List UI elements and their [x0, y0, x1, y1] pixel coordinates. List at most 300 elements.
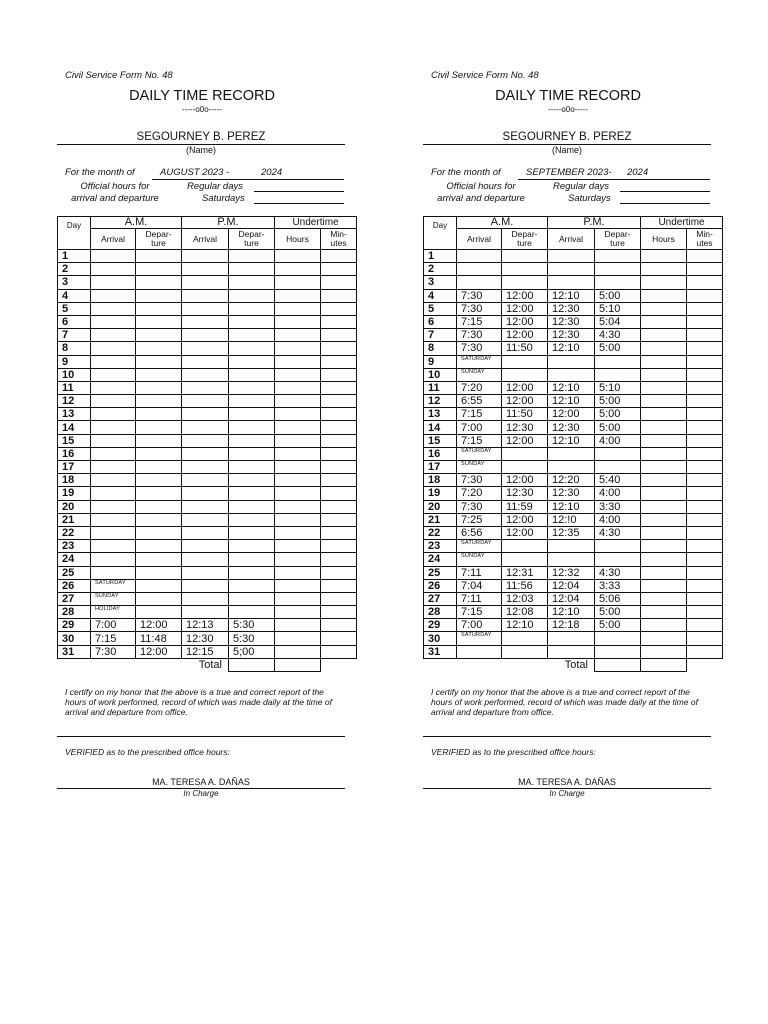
- am-arrival-cell: [91, 342, 136, 355]
- pm-arrival-cell: [548, 368, 595, 381]
- am-departure-cell: [502, 632, 548, 645]
- total-hours-cell: [595, 658, 641, 671]
- am-arrival-cell: 7:11: [457, 566, 502, 579]
- undertime-hours-cell: [641, 632, 687, 645]
- month-from: SEPTEMBER 2023-: [526, 167, 612, 178]
- day-number-cell: 29: [424, 619, 457, 632]
- pm-arrival-cell: 12:04: [548, 592, 595, 605]
- undertime-hours-cell: [275, 395, 321, 408]
- am-arrival-cell: [91, 355, 136, 368]
- saturdays-field: [620, 203, 710, 204]
- undertime-minutes-cell: [321, 263, 357, 276]
- table-row: [424, 315, 723, 328]
- undertime-minutes-cell: [687, 276, 723, 289]
- pm-departure-cell: 5:10: [595, 302, 641, 315]
- undertime-minutes-cell: [687, 434, 723, 447]
- am-arrival-cell: [457, 250, 502, 263]
- undertime-minutes-cell: [321, 513, 357, 526]
- am-departure-cell: [136, 263, 182, 276]
- day-number-cell: 20: [58, 500, 91, 513]
- day-number-cell: 21: [58, 513, 91, 526]
- pm-arrival-cell: [182, 461, 229, 474]
- undertime-hours-cell: [275, 645, 321, 658]
- am-arrival-cell: 6:55: [457, 395, 502, 408]
- table-row: [58, 263, 357, 276]
- am-arrival-cell: 7:25: [457, 513, 502, 526]
- am-arrival-cell: [91, 381, 136, 394]
- pm-departure-cell: [229, 513, 275, 526]
- day-number-cell: 6: [424, 315, 457, 328]
- undertime-minutes-cell: [321, 447, 357, 460]
- pm-header: P.M.: [182, 217, 275, 229]
- am-arrival-cell: 6:56: [457, 526, 502, 539]
- undertime-minutes-cell: [321, 487, 357, 500]
- pm-departure-cell: 3:30: [595, 500, 641, 513]
- am-departure-cell: [136, 355, 182, 368]
- table-row: [424, 645, 723, 658]
- undertime-hours-cell: [275, 355, 321, 368]
- table-row: [58, 487, 357, 500]
- undertime-minutes-cell: [321, 526, 357, 539]
- table-row: [424, 329, 723, 342]
- table-row: [424, 540, 723, 553]
- day-number-cell: 3: [58, 276, 91, 289]
- undertime-minutes-cell: [687, 540, 723, 553]
- undertime-hours-cell: [275, 500, 321, 513]
- undertime-minutes-cell: [687, 263, 723, 276]
- am-arrival-cell: [91, 250, 136, 263]
- day-number-cell: 25: [58, 566, 91, 579]
- pm-departure-cell: [229, 329, 275, 342]
- am-arrival-cell: [91, 263, 136, 276]
- table-row: [424, 606, 723, 619]
- day-number-cell: 11: [58, 381, 91, 394]
- undertime-hours-cell: [275, 250, 321, 263]
- in-charge-name: MA. TERESA A. DAÑAS: [423, 777, 711, 789]
- am-arrival-cell: 7:11: [457, 592, 502, 605]
- pm-departure-cell: [229, 368, 275, 381]
- am-departure-cell: 12:00: [136, 619, 182, 632]
- pm-arrival-cell: 12:00: [548, 408, 595, 421]
- day-number-cell: 25: [424, 566, 457, 579]
- undertime-minutes-cell: [687, 566, 723, 579]
- am-departure-cell: 12:00: [502, 395, 548, 408]
- pm-arrival-cell: [182, 474, 229, 487]
- pm-departure-cell: [229, 553, 275, 566]
- undertime-hours-cell: [641, 329, 687, 342]
- undertime-hours-cell: [641, 566, 687, 579]
- undertime-minutes-cell: [321, 500, 357, 513]
- am-arrival-cell: 7:15: [457, 315, 502, 328]
- pm-arrival-cell: [548, 276, 595, 289]
- table-row: [58, 645, 357, 658]
- pm-arrival-cell: [548, 461, 595, 474]
- am-arrival-cell: [91, 553, 136, 566]
- day-number-cell: 23: [58, 540, 91, 553]
- am-arrival-cell: 7:04: [457, 579, 502, 592]
- month-to: 2024: [261, 167, 283, 178]
- undertime-hours-cell: [275, 315, 321, 328]
- undertime-hours-cell: [275, 381, 321, 394]
- undertime-minutes-cell: [687, 302, 723, 315]
- pm-departure-cell: [595, 355, 641, 368]
- pm-arrival-cell: [182, 408, 229, 421]
- undertime-hours-cell: [275, 329, 321, 342]
- form-title: DAILY TIME RECORD: [495, 88, 641, 104]
- day-number-cell: 27: [424, 592, 457, 605]
- am-arrival-cell: 7:30: [457, 329, 502, 342]
- day-number-cell: 9: [424, 355, 457, 368]
- undertime-minutes-cell: [687, 342, 723, 355]
- month-to: 2024: [627, 167, 649, 178]
- time-rows: [58, 250, 357, 672]
- day-number-cell: 18: [58, 474, 91, 487]
- pm-departure-cell: [229, 487, 275, 500]
- table-row: [424, 342, 723, 355]
- table-row: [58, 276, 357, 289]
- undertime-minutes-cell: [687, 579, 723, 592]
- table-row: [58, 408, 357, 421]
- pm-arrival-cell: [182, 368, 229, 381]
- am-arrival-cell: [91, 461, 136, 474]
- am-departure-cell: [136, 540, 182, 553]
- am-arrival-cell: 7:15: [91, 632, 136, 645]
- pm-departure-cell: [229, 250, 275, 263]
- table-row: [58, 250, 357, 263]
- am-arrival-cell: 7:20: [457, 487, 502, 500]
- am-departure-cell: [136, 474, 182, 487]
- am-departure-cell: [136, 368, 182, 381]
- undertime-minutes-cell: [321, 606, 357, 619]
- undertime-minutes-cell: [321, 368, 357, 381]
- undertime-hours-cell: [275, 289, 321, 302]
- am-arrival-cell: [91, 368, 136, 381]
- pm-departure-cell: [229, 474, 275, 487]
- day-number-cell: 2: [58, 263, 91, 276]
- table-row: [424, 526, 723, 539]
- pm-arrival-cell: 12:13: [182, 619, 229, 632]
- pm-departure-cell: [229, 447, 275, 460]
- am-departure-cell: [136, 342, 182, 355]
- pm-departure-cell: [595, 276, 641, 289]
- title-ornament: -----o0o-----: [548, 105, 588, 114]
- undertime-hours-cell: [641, 500, 687, 513]
- am-departure-cell: [136, 579, 182, 592]
- pm-arrival-cell: [182, 487, 229, 500]
- table-row: [424, 592, 723, 605]
- am-departure-cell: [502, 540, 548, 553]
- am-departure-cell: 11:59: [502, 500, 548, 513]
- am-arrival-cell: SATURDAY: [91, 579, 136, 592]
- day-number-cell: 7: [58, 329, 91, 342]
- pm-arrival-cell: 12:18: [548, 619, 595, 632]
- undertime-hours-cell: [275, 368, 321, 381]
- day-number-cell: 2: [424, 263, 457, 276]
- pm-arrival-cell: [182, 276, 229, 289]
- day-number-cell: 23: [424, 540, 457, 553]
- am-arrival-cell: SUNDAY: [457, 461, 502, 474]
- undertime-hours-cell: [275, 434, 321, 447]
- table-row: [424, 381, 723, 394]
- in-charge-name: MA. TERESA A. DAÑAS: [57, 777, 345, 789]
- month-from: AUGUST 2023 -: [160, 167, 230, 178]
- table-row: [424, 355, 723, 368]
- am-arrival-cell: [457, 276, 502, 289]
- table-row: [424, 619, 723, 632]
- pm-arrival-cell: [182, 381, 229, 394]
- day-number-cell: 10: [58, 368, 91, 381]
- month-field: [518, 167, 710, 180]
- undertime-minutes-cell: [321, 381, 357, 394]
- undertime-hours-cell: [641, 368, 687, 381]
- pm-departure-cell: [229, 263, 275, 276]
- day-number-cell: 11: [424, 381, 457, 394]
- pm-arrival-cell: 12:10: [548, 606, 595, 619]
- am-arrival-cell: [457, 645, 502, 658]
- am-departure-cell: [136, 276, 182, 289]
- am-departure-cell: [136, 315, 182, 328]
- table-row: [58, 461, 357, 474]
- am-departure-cell: 11:50: [502, 408, 548, 421]
- pm-departure-cell: [229, 315, 275, 328]
- in-charge-caption: In Charge: [183, 789, 219, 798]
- am-departure-cell: [502, 461, 548, 474]
- regular-days-label: Regular days: [553, 181, 609, 192]
- am-arrival-header: Arrival: [457, 229, 502, 250]
- pm-arrival-cell: [548, 553, 595, 566]
- am-arrival-cell: 7:00: [457, 421, 502, 434]
- day-number-cell: 19: [58, 487, 91, 500]
- official-hours-label-2: arrival and departure: [71, 193, 159, 204]
- undertime-minutes-cell: [687, 513, 723, 526]
- am-departure-cell: 11:50: [502, 342, 548, 355]
- am-departure-cell: 12:10: [502, 619, 548, 632]
- am-arrival-cell: [91, 315, 136, 328]
- table-row: [58, 619, 357, 632]
- pm-departure-cell: 4:30: [595, 526, 641, 539]
- table-row: [424, 276, 723, 289]
- day-number-cell: 15: [58, 434, 91, 447]
- undertime-minutes-cell: [687, 461, 723, 474]
- undertime-hours-cell: [275, 540, 321, 553]
- pm-departure-cell: 5:30: [229, 619, 275, 632]
- undertime-hours-cell: [275, 447, 321, 460]
- form-title: DAILY TIME RECORD: [129, 88, 275, 104]
- regular-days-field: [620, 191, 710, 192]
- pm-arrival-cell: 12:20: [548, 474, 595, 487]
- undertime-hours-cell: [641, 342, 687, 355]
- undertime-minutes-cell: [687, 632, 723, 645]
- pm-arrival-cell: [182, 592, 229, 605]
- table-row: [58, 342, 357, 355]
- undertime-minutes-cell: [321, 566, 357, 579]
- pm-departure-cell: [229, 500, 275, 513]
- undertime-minutes-cell: [321, 289, 357, 302]
- verified-text: VERIFIED as to the prescribed office hours:: [65, 747, 230, 757]
- pm-departure-cell: 5:00: [595, 619, 641, 632]
- undertime-hours-cell: [641, 474, 687, 487]
- am-arrival-cell: [91, 302, 136, 315]
- table-row: [58, 526, 357, 539]
- undertime-hours-cell: [641, 263, 687, 276]
- pm-arrival-cell: [548, 355, 595, 368]
- pm-arrival-cell: [182, 513, 229, 526]
- employee-name: SEGOURNEY B. PEREZ: [57, 130, 345, 145]
- am-arrival-cell: 7:15: [457, 606, 502, 619]
- undertime-hours-cell: [275, 342, 321, 355]
- am-departure-cell: [136, 381, 182, 394]
- undertime-hours-cell: [275, 579, 321, 592]
- am-departure-cell: 12:08: [502, 606, 548, 619]
- table-row: [424, 474, 723, 487]
- day-number-cell: 10: [424, 368, 457, 381]
- am-departure-cell: [136, 250, 182, 263]
- undertime-minutes-cell: [321, 302, 357, 315]
- am-departure-cell: [136, 526, 182, 539]
- pm-departure-cell: 4:00: [595, 513, 641, 526]
- employee-signature-line: [423, 736, 711, 737]
- am-arrival-cell: SUNDAY: [457, 368, 502, 381]
- pm-departure-cell: 3:33: [595, 579, 641, 592]
- pm-departure-cell: [229, 592, 275, 605]
- am-arrival-cell: [91, 526, 136, 539]
- form-number: Civil Service Form No. 48: [431, 70, 539, 81]
- total-row: [58, 658, 357, 671]
- am-departure-cell: [502, 355, 548, 368]
- day-number-cell: 18: [424, 474, 457, 487]
- day-number-cell: 14: [424, 421, 457, 434]
- table-row: [58, 513, 357, 526]
- am-departure-cell: [136, 434, 182, 447]
- day-number-cell: 31: [58, 645, 91, 658]
- day-number-cell: 24: [424, 553, 457, 566]
- table-row: [58, 355, 357, 368]
- pm-departure-cell: 5:00: [595, 289, 641, 302]
- table-row: [58, 500, 357, 513]
- undertime-hours-cell: [641, 513, 687, 526]
- am-arrival-cell: [91, 395, 136, 408]
- table-row: [58, 395, 357, 408]
- undertime-hours-cell: [275, 487, 321, 500]
- am-arrival-cell: 7:00: [457, 619, 502, 632]
- certification-text: I certify on my honor that the above is a true and correct report of the hours of work performed, record of which was made daily at the time of arrival and departure from office.: [431, 687, 698, 717]
- day-number-cell: 6: [58, 315, 91, 328]
- undertime-hours-cell: [641, 447, 687, 460]
- am-departure-cell: [136, 513, 182, 526]
- table-row: [424, 487, 723, 500]
- table-row: [424, 461, 723, 474]
- month-label: For the month of: [65, 167, 135, 178]
- day-number-cell: 30: [424, 632, 457, 645]
- day-number-cell: 30: [58, 632, 91, 645]
- pm-arrival-cell: [548, 632, 595, 645]
- table-row: [58, 289, 357, 302]
- day-number-cell: 9: [58, 355, 91, 368]
- pm-arrival-cell: [182, 289, 229, 302]
- am-departure-cell: [136, 592, 182, 605]
- am-departure-cell: [502, 553, 548, 566]
- table-row: [58, 474, 357, 487]
- pm-arrival-cell: [548, 447, 595, 460]
- undertime-hours-cell: [641, 592, 687, 605]
- total-label: Total: [424, 658, 595, 671]
- day-number-cell: 28: [58, 606, 91, 619]
- table-row: [424, 632, 723, 645]
- day-number-cell: 7: [424, 329, 457, 342]
- undertime-hours-cell: [275, 408, 321, 421]
- am-arrival-cell: SATURDAY: [457, 540, 502, 553]
- official-hours-label: Official hours for: [446, 181, 516, 192]
- time-record-table: [423, 216, 723, 672]
- day-header: Day: [58, 217, 91, 250]
- employee-signature-line: [57, 736, 345, 737]
- pm-departure-cell: 5;00: [229, 645, 275, 658]
- am-departure-cell: [136, 500, 182, 513]
- undertime-minutes-cell: [321, 250, 357, 263]
- pm-departure-cell: 4:30: [595, 566, 641, 579]
- undertime-minutes-cell: [687, 553, 723, 566]
- table-row: [424, 579, 723, 592]
- day-number-cell: 19: [424, 487, 457, 500]
- pm-departure-cell: [595, 540, 641, 553]
- table-row: [424, 289, 723, 302]
- day-number-cell: 12: [58, 395, 91, 408]
- day-number-cell: 27: [58, 592, 91, 605]
- undertime-minutes-cell: [321, 395, 357, 408]
- am-departure-cell: 12:00: [502, 381, 548, 394]
- table-row: [58, 421, 357, 434]
- am-departure-cell: 12:00: [136, 645, 182, 658]
- undertime-minutes-cell: [687, 474, 723, 487]
- pm-departure-cell: [229, 606, 275, 619]
- undertime-minutes-cell: [687, 315, 723, 328]
- table-row: [58, 606, 357, 619]
- am-departure-cell: 12:30: [502, 421, 548, 434]
- day-number-cell: 21: [424, 513, 457, 526]
- undertime-minutes-cell: [687, 250, 723, 263]
- regular-days-label: Regular days: [187, 181, 243, 192]
- undertime-hours-cell: [641, 302, 687, 315]
- undertime-minutes-cell: [321, 434, 357, 447]
- pm-arrival-cell: 12:10: [548, 381, 595, 394]
- day-number-cell: 22: [424, 526, 457, 539]
- table-row: [58, 540, 357, 553]
- pm-departure-cell: [229, 408, 275, 421]
- day-number-cell: 17: [58, 461, 91, 474]
- am-departure-cell: [136, 395, 182, 408]
- pm-arrival-cell: [182, 329, 229, 342]
- am-departure-cell: [136, 289, 182, 302]
- pm-arrival-cell: [182, 355, 229, 368]
- pm-departure-header: Depar- ture: [229, 229, 275, 250]
- pm-departure-cell: [229, 395, 275, 408]
- day-number-cell: 13: [58, 408, 91, 421]
- pm-departure-cell: [229, 342, 275, 355]
- pm-arrival-cell: 12:30: [548, 329, 595, 342]
- am-arrival-cell: SATURDAY: [457, 355, 502, 368]
- am-arrival-cell: [91, 566, 136, 579]
- pm-departure-cell: [595, 645, 641, 658]
- official-hours-label: Official hours for: [80, 181, 150, 192]
- day-number-cell: 16: [424, 447, 457, 460]
- title-ornament: -----o0o-----: [182, 105, 222, 114]
- pm-departure-cell: 5:00: [595, 408, 641, 421]
- am-arrival-cell: [91, 540, 136, 553]
- pm-departure-cell: [229, 540, 275, 553]
- pm-arrival-cell: 12:30: [548, 315, 595, 328]
- undertime-minutes-cell: [687, 395, 723, 408]
- pm-departure-cell: 4:30: [595, 329, 641, 342]
